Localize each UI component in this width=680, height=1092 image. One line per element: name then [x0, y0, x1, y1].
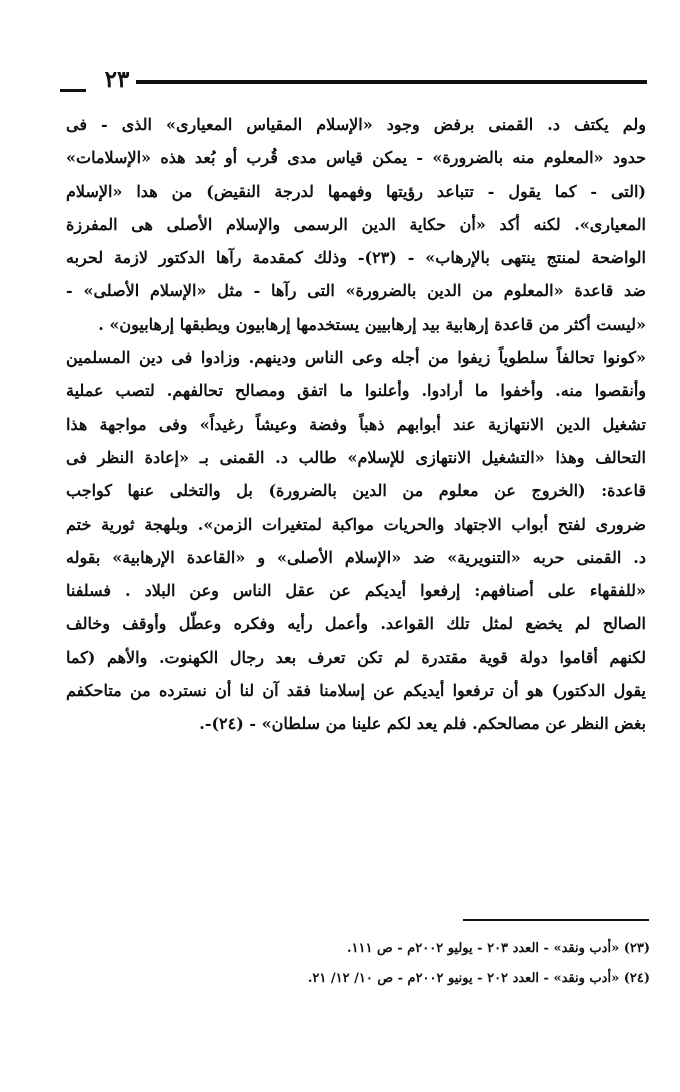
text-line: قاعدة: (الخروج عن معلوم من الدين بالضرورة) بل والتخلى عنها كواجب	[66, 481, 646, 501]
page-header	[60, 60, 647, 100]
page-number: ٢٣	[104, 66, 130, 93]
text-line: بغض النظر عن مصالحكم. فلم يعد لكم علينا من سلطان» - (٢٤)-.	[199, 714, 646, 734]
header-rule-long	[136, 80, 647, 84]
text-line: تشغيل الدين الانتهازية عند أبوابهم ذهباً وفضة وعيشاً رغيداً» وفى مواجهة هذا	[66, 414, 646, 434]
text-line: ضرورى لفتح أبواب الاجتهاد والحريات مواكبة لمتغيرات الزمن». وبلهجة ثورية ختم	[66, 514, 646, 534]
text-line: «للفقهاء على أصنافهم: إرفعوا أيديكم عن عقل الناس وعن البلاد . فسلفنا	[66, 581, 646, 601]
header-rule-short	[60, 89, 86, 92]
text-line: (التى - كما يقول - تتباعد رؤيتها وفهمها لدرجة النقيض) من هدا «الإسلام	[66, 181, 646, 201]
text-line: التحالف وهذا «التشغيل الانتهازى للإسلام» طالب د. القمنى بـ «إعادة النظر فى	[66, 447, 646, 467]
text-line: حدود «المعلوم منه بالضرورة» - يمكن قياس مدى قُرب أو بُعد هذه «الإسلامات»	[66, 148, 646, 168]
text-line: يقول الدكتور) هو أن ترفعوا أيديكم عن إسلامنا فقد آن لنا أن نسترده من متاحكفم	[66, 681, 646, 701]
footnote-23: (٢٣) «أدب ونقد» - العدد ٢٠٣ - يوليو ٢٠٠٢م - ص ١١١.	[347, 941, 650, 956]
text-line: الصالح لم يخضع لمثل تلك القواعد. وأعمل رأيه وفكره وعطّل وأوقف وخالف	[66, 614, 646, 634]
footnote-24: (٢٤) «أدب ونقد» - العدد ٢٠٢ - يونيو ٢٠٠٢م - ص ١٠/ ١٢/ ٢١.	[307, 971, 650, 986]
text-line: لكنهم أقاموا دولة قوية مقتدرة لم تكن تعرف بعد رجال الكهنوت. والأهم (كما	[66, 647, 646, 667]
footnotes	[240, 934, 650, 994]
text-line: ولم يكتف د. القمنى برفض وجود «الإسلام المقياس المعيارى» الذى - فى	[66, 115, 646, 134]
footnote-separator	[463, 919, 649, 921]
text-line: المعيارى». لكنه أكد «أن حكاية الدين الرسمى والإسلام الأصلى هى المفرزة	[66, 214, 646, 234]
text-line: «ليست أكثر من قاعدة إرهابية بيد إرهابيين يستخدمها إرهابيون ويطبقها إرهابيون» .	[98, 314, 646, 334]
text-line: د. القمنى حربه «التنويرية» ضد «الإسلام الأصلى» و «القاعدة الإرهابية» بقوله	[66, 547, 646, 567]
text-line: ضد قاعدة «المعلوم من الدين بالضرورة» التى رآها - مثل «الإسلام الأصلى» -	[66, 281, 646, 301]
text-line: الواضحة لمنتج ينتهى بالإرهاب» - (٢٣)- وذلك كمقدمة رآها الدكتور لازمة لحربه	[66, 248, 646, 268]
text-line: «كونوا تحالفاً سلطوياً زيفوا من أجله وعى الناس ودينهم. وزادوا فى دين المسلمين	[66, 348, 646, 368]
text-line: وأنقصوا منه. وأخفوا ما أرادوا. وأعلنوا ما اتفق ومصالح تحالفهم. لتصب عملية	[66, 381, 646, 401]
body-paragraph	[66, 108, 646, 741]
